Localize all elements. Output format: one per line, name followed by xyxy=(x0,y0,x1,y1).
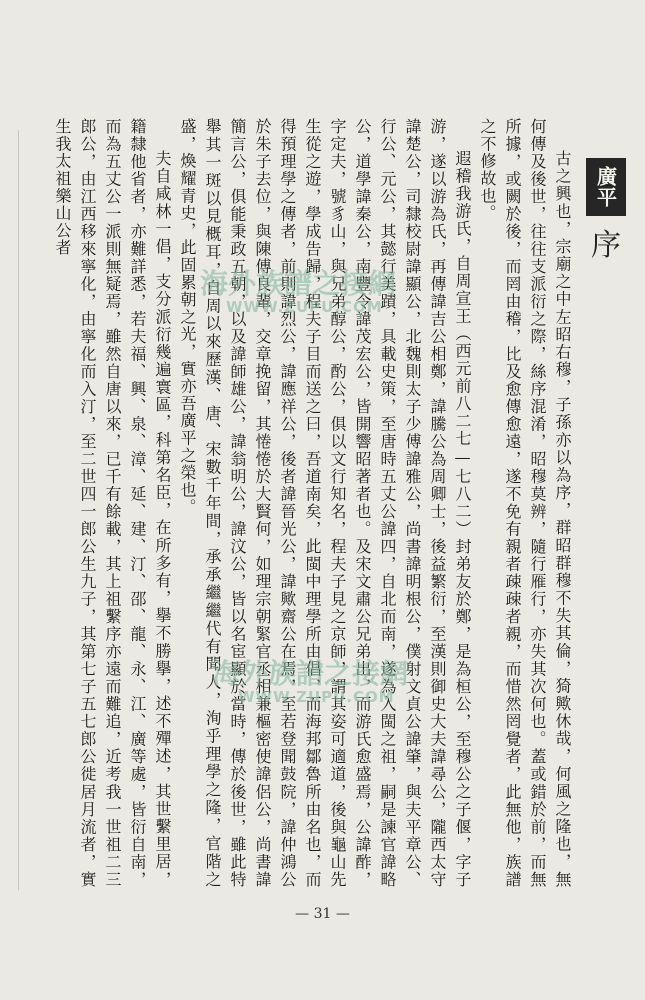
paragraph-3: 夫自咸林一倡，支分派衍幾遍寰區，科第名臣，在所多有，擧不勝擧，述不殫述，其世繫里居，籍隸他省者，亦難詳悉，若夫福、興、泉、漳、延、建、汀、邵、龍、永、江、廣等處，皆衍自南，而為五丈公一派則無疑焉，雖然自唐以來，已千有餘載，其上祖繫序亦遠而難追，近考我一世祖二三郎公，由江西移來寧化，由寧化而入汀，至二世四一郎公生九子，其第七子五七郎公徙居月流者，實生我太祖樂山公者 xyxy=(53,118,172,888)
watermark-url: WWW.ZUPU.COM xyxy=(226,298,383,316)
page-edge-rule xyxy=(18,130,19,890)
paragraph-2: 遐稽我游氏，自周宣王（西元前八二七—七八二）封弟友於鄭，是為桓公，至穆公之子偃，字子游，遂以游為氏，再傳諱吉公相鄭，諱騰公為周卿士，後益繁衍，至漢則御史大夫諱尋公，隴西太守諱楚公，司隸校尉諱顯公，北魏則太子少傅諱雅公，尚書諱明根公，僕射文貞公諱肇，與夫平章公、行公、元公，其懿行美蹟，具載史策，至唐時五丈公諱四，自北而南，遂為入閩之祖，嗣是諫官諱略公，道學諱秦公，南豐令諱茂宏公，皆開響昭著者也。及宋文肅公兄弟出，而游氏愈盛焉，公諱酢，字定夫，號豸山，與兄弟醇公，酌公，俱以文行知名，程夫子見之京師，謂其姿可適道，後與龜山先生從之遊，學成告歸，程夫子目而送之曰，吾道南矣，此閩中理學所由倡，而海邦鄒魯所由名也，而得預理學之傳者，前則諱烈公，諱應祥公，後者諱晉光公，諱歟齋公在焉，至若登聞鼓院，諱仲鴻公於朱子去位，與陳傅良輩，交章挽留，其惓惓於大賢何，如理宗朝緊官丞相兼樞密使諱侶公，尚書諱簡言公，俱能秉政五朝，以及諱師雄公，諱翁明公，諱汶公，皆以名宦顯於當時，傳於後世，雖此特舉其一斑以見概耳，自周以來歷漢、唐、宋數千年間，承承繼繼代有聞人，洵乎理學之隆，官階之盛，煥耀青史，此固累朝之光，實亦吾廣平之榮也。 xyxy=(178,118,472,888)
preface-text xyxy=(30,118,575,888)
page-number: — 31 — xyxy=(295,906,350,922)
watermark-text: 海外族譜之接網 xyxy=(212,657,409,690)
page-title: 序 xyxy=(591,228,621,263)
section-label: 廣平 xyxy=(586,158,626,216)
watermark-text: 海外族譜之接網 xyxy=(200,267,397,300)
watermark-url: WWW.ZUPU.COM xyxy=(238,688,395,706)
paragraph-1: 古之興也，宗廟之中左昭右穆，子孫亦以為序，群昭群穆不失其倫，猗歟休哉，何風之隆也，無何傳及後世，往往支派衍之際，絲序混淆，昭穆莫辨，隨行雁行，亦失其次何也。蓋或錯於前，而無所據，或闕於後，而罔由稽，比及愈傳愈遠，遂不免有親者疎疎者親，而惜然罔覺者，此無他，族譜之不修故也。 xyxy=(478,118,572,888)
